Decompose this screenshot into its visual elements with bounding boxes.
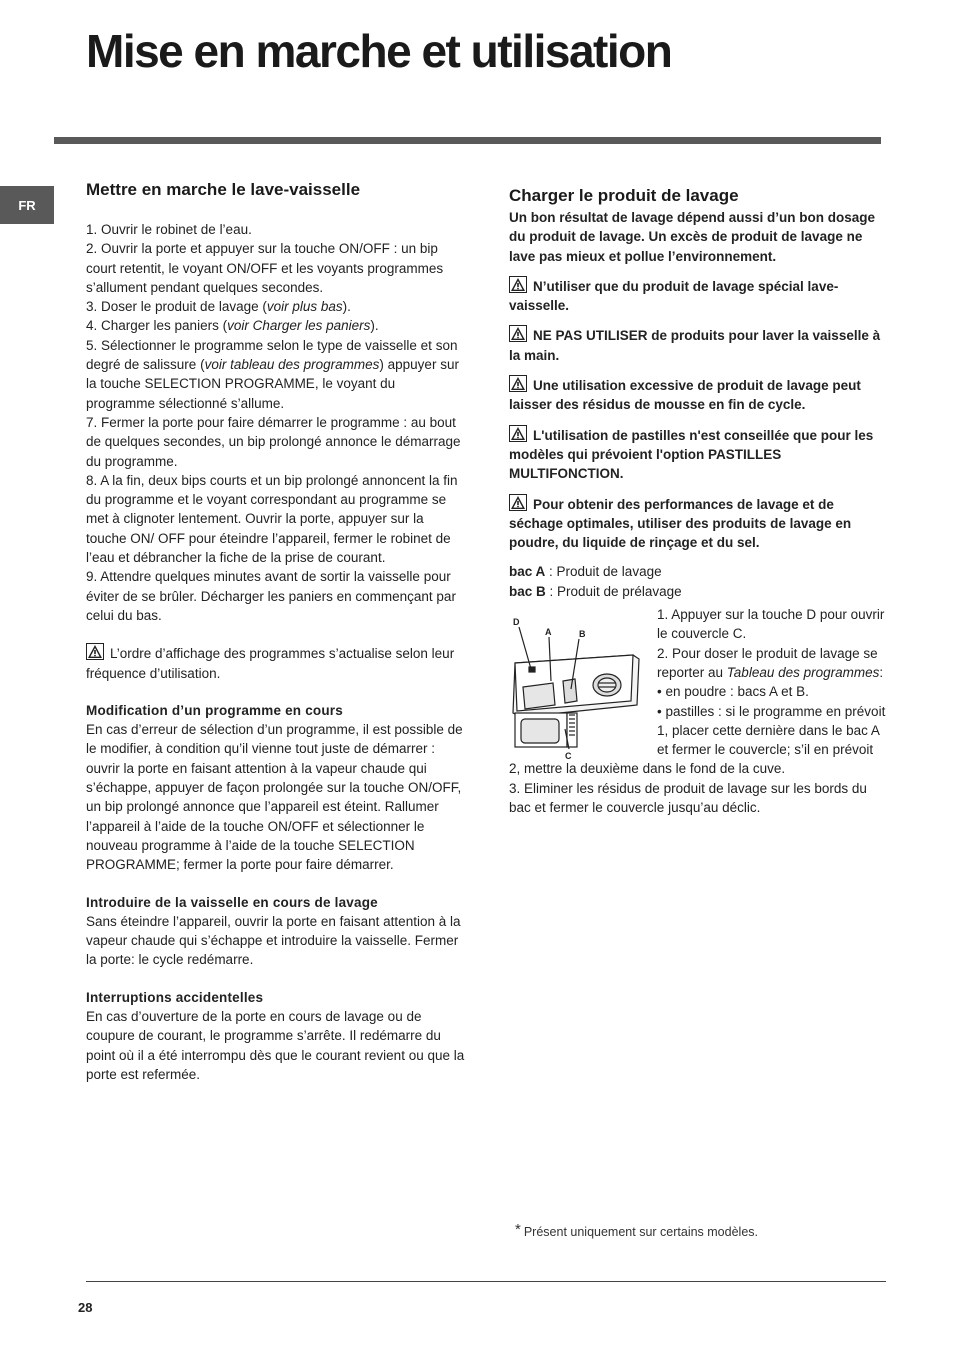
- warning-icon: [509, 325, 527, 342]
- page-title-text: Mise en marche et utilisation: [86, 25, 672, 77]
- add-dishes-text: Sans éteindre l’appareil, ouvrir la porte en faisant attention à la vapeur chaude qui s’échappe et introduire la vaisselle. Fermer la porte: le cycle redémarre.: [86, 913, 461, 968]
- bac-legend: [509, 562, 887, 601]
- step-4-ref: voir Charger les paniers: [227, 318, 371, 334]
- step-3: [86, 297, 466, 316]
- warning-3-text: Une utilisation excessive de produit de lavage peut laisser des résidus de mousse en fin de cycle.: [509, 378, 861, 413]
- warning-icon: [509, 276, 527, 293]
- title-divider: [54, 137, 881, 144]
- page-number: 28: [78, 1300, 93, 1315]
- bottom-divider: [86, 1281, 886, 1282]
- bac-b-label: bac B: [509, 583, 546, 599]
- step-3-ref: voir plus bas: [266, 299, 343, 315]
- step-3-text: 3. Doser le produit de lavage (: [86, 299, 267, 315]
- dispenser-instructions: [509, 605, 887, 817]
- warning-4-text: L'utilisation de pastilles n'est conseillée que pour les modèles qui prévoient l'option PASTILLES MULTIFONCTION.: [509, 427, 874, 482]
- step-3-end: ).: [342, 299, 351, 315]
- instruction-2-text: 2. Pour doser le produit de lavage se reporter au: [657, 645, 878, 680]
- language-tab: [0, 186, 54, 224]
- bac-a-line: [509, 562, 887, 581]
- footnote: [515, 1221, 758, 1239]
- subheading-modify-program: Modification d’un programme en cours: [86, 702, 343, 718]
- program-order-note-text: L’ordre d’affichage des programmes s’actualise selon leur fréquence d’utilisation.: [86, 646, 455, 681]
- detergent-intro: Un bon résultat de lavage dépend aussi d’un bon dosage du produit de lavage. Un excès de produit de lavage ne lave pas mieux et pollue l’environnement.: [509, 210, 876, 264]
- step-2: 2. Ouvrir la porte et appuyer sur la touche ON/OFF : un bip court retentit, le voyant ON/OFF et les voyants programmes s’allument pendant quelques secondes.: [86, 241, 444, 295]
- step-7: 7. Fermer la porte pour faire démarrer le programme : au bout de quelques secondes, un bip prolongé annonce le démarrage du programme.: [86, 414, 461, 469]
- label-a: A: [545, 627, 552, 638]
- step-8: 8. A la fin, deux bips courts et un bip prolongé annoncent la fin du programme et le voyant correspondant au programme se met à clignoter lentement. Ouvrir la porte, appuyer sur la touche ON/ OFF pour éteindre l’appareil, fermer le robinet de l’eau et débrancher la fiche de la prise de courant.: [86, 472, 458, 566]
- section-interruptions: [86, 988, 466, 1084]
- instruction-bullet-1: • en poudre : bacs A et B.: [657, 684, 809, 700]
- instruction-bullet-2: • pastilles : si le programme en prévoit 1, placer cette dernière dans le bac A et fermer le couvercle; s’il en prévoit 2, mettre la deuxième dans le fond de la cuve.: [509, 703, 886, 777]
- start-steps: [86, 220, 466, 625]
- subheading-interruptions: Interruptions accidentelles: [86, 989, 264, 1005]
- bac-a-text: : Produit de lavage: [545, 564, 662, 580]
- warning-5-text: Pour obtenir des performances de lavage et de séchage optimales, utiliser des produits de lavage en poudre, du liquide de rinçage et du sel.: [509, 496, 852, 551]
- step-5-ref: voir tableau des programmes: [204, 357, 380, 373]
- warning-icon: [86, 643, 104, 660]
- instruction-2-end: :: [879, 664, 884, 680]
- section-heading-start: Mettre en marche le lave-vaisselle: [86, 180, 361, 199]
- footnote-asterisk: *: [515, 1221, 521, 1238]
- step-5: [86, 336, 466, 413]
- section-add-dishes: [86, 893, 466, 970]
- step-9: 9. Attendre quelques minutes avant de sortir la vaisselle pour éviter de se brûler. Décharger les paniers en commençant par celui du bas.: [86, 569, 456, 623]
- instruction-1: 1. Appuyer sur la touche D pour ouvrir le couvercle C.: [657, 607, 885, 642]
- label-c: C: [565, 751, 572, 760]
- subheading-add-dishes: Introduire de la vaisselle en cours de lavage: [86, 894, 378, 910]
- step-4: [86, 316, 466, 335]
- warning-icon: [509, 375, 527, 392]
- language-tab-label: FR: [18, 197, 36, 213]
- footnote-text: Présent uniquement sur certains modèles.: [523, 1225, 758, 1239]
- instruction-3: 3. Eliminer les résidus de produit de lavage sur les bords du bac et fermer le couvercle jusqu’au déclic.: [509, 780, 867, 816]
- detergent-dispenser-illustration: [509, 609, 641, 759]
- bac-b-line: [509, 582, 887, 601]
- label-d: D: [513, 617, 520, 628]
- bac-b-text: : Produit de prélavage: [545, 583, 682, 599]
- section-modify-program: [86, 701, 466, 875]
- warning-2-text: NE PAS UTILISER de produits pour laver la vaisselle à la main.: [509, 328, 881, 363]
- program-order-note: [86, 643, 466, 683]
- step-1: 1. Ouvrir le robinet de l’eau.: [86, 222, 252, 237]
- warning-icon: [509, 494, 527, 511]
- warning-4: [509, 425, 887, 484]
- section-heading-detergent: Charger le produit de lavage: [509, 186, 739, 205]
- warning-3: [509, 375, 887, 415]
- step-5-text: 5. Sélectionner le programme selon le type de vaisselle et son degré de salissure (: [86, 337, 458, 373]
- warning-5: [509, 494, 887, 553]
- step-4-end: ).: [370, 318, 379, 334]
- interruptions-text: En cas d’ouverture de la porte en cours de lavage ou de coupure de courant, le programme s’arrête. Il redémarre du point où il a été interrompu dès que le courant revient ou que la porte est refermée.: [86, 1008, 465, 1082]
- warning-2: [509, 325, 887, 365]
- page-title: [86, 25, 672, 77]
- warning-icon: [509, 425, 527, 442]
- warning-1: [509, 276, 887, 316]
- step-5-end: ) appuyer sur la touche SELECTION PROGRAMME, le voyant du programme sélectionné s’allume.: [86, 357, 459, 411]
- left-column: [86, 178, 466, 1084]
- modify-program-text: En cas d’erreur de sélection d’un programme, il est possible de le modifier, à condition qu’il vienne tout juste de démarrer : ouvrir la porte en faisant attention à la vapeur chaude qui s’échappe, appuyer de façon prolongée sur la touche ON/OFF, un bip prolongé annonce que l’appareil est éteint. Rallumer l’appareil à l’aide de la touche ON/OFF et sélectionner le nouveau programme à l’aide de la touche SELECTION PROGRAMME; fermer la porte pour faire démarrer.: [86, 722, 463, 873]
- step-4-text: 4. Charger les paniers (: [86, 318, 228, 334]
- warning-1-text: N’utiliser que du produit de lavage spécial lave-vaisselle.: [509, 278, 839, 314]
- right-column: [509, 184, 887, 817]
- bac-a-label: bac A: [509, 564, 546, 580]
- label-b: B: [579, 629, 586, 640]
- instruction-2-ref: Tableau des programmes: [726, 664, 880, 680]
